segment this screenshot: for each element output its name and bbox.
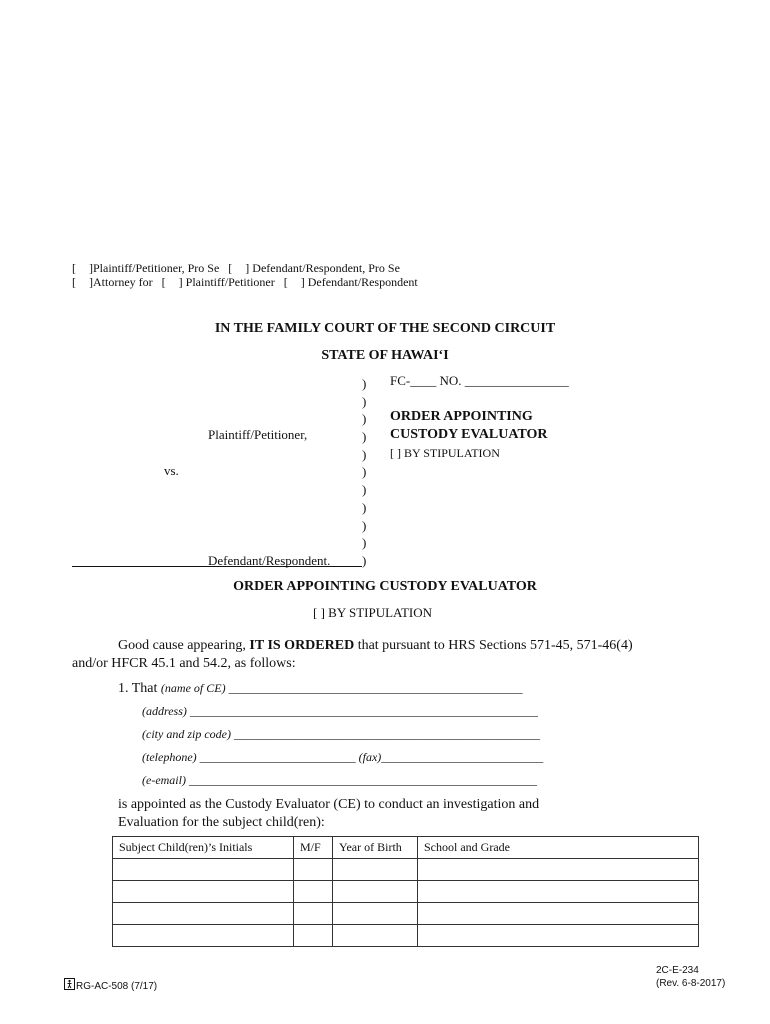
table-cell[interactable] xyxy=(333,881,418,903)
header-year-of-birth: Year of Birth xyxy=(333,837,418,859)
header-school-grade: School and Grade xyxy=(418,837,699,859)
table-row xyxy=(113,881,699,903)
caption-parentheses: ) ) ) ) ) ) ) ) ) ) ) xyxy=(362,376,367,568)
table-header-row xyxy=(113,837,699,859)
pro-se-plaintiff-label: ]Plaintiff/Petitioner, Pro Se xyxy=(89,261,220,275)
vs-label: vs. xyxy=(164,463,179,478)
order-paragraph-line2: and/or HFCR 45.1 and 54.2, as follows: xyxy=(72,656,296,671)
table-cell[interactable] xyxy=(333,903,418,925)
order-paragraph-line1: Good cause appearing, IT IS ORDERED that pursuant to HRS Sections 571-45, 571-46(4) xyxy=(118,638,633,653)
header-gender: M/F xyxy=(294,837,333,859)
table-cell[interactable] xyxy=(294,903,333,925)
it-is-ordered: IT IS ORDERED xyxy=(249,638,355,653)
form-id: RG-AC-508 (7/17) xyxy=(64,978,157,992)
pro-se-defendant-label: ] Defendant/Respondent, Pro Se xyxy=(245,261,400,275)
attorney-checkbox[interactable]: [ xyxy=(72,275,76,289)
appointed-line2: Evaluation for the subject child(ren): xyxy=(118,815,325,830)
table-cell[interactable] xyxy=(418,903,699,925)
court-state: STATE OF HAWAIʻI xyxy=(321,348,449,363)
table-cell[interactable] xyxy=(113,903,294,925)
ce-city-zip-field[interactable]: (city and zip code) ___________________________________________________ xyxy=(142,727,540,741)
attorney-for-label: ]Attorney for xyxy=(89,275,153,289)
plaintiff-label: Plaintiff/Petitioner, xyxy=(208,427,308,442)
table-row xyxy=(113,925,699,947)
table-cell[interactable] xyxy=(418,881,699,903)
table-cell[interactable] xyxy=(113,925,294,947)
party-line-2 xyxy=(72,275,418,290)
party-line-1 xyxy=(72,261,400,276)
order-title-line2: CUSTODY EVALUATOR xyxy=(390,427,548,442)
ce-name-field[interactable]: 1. That (name of CE) _________________________________________________ xyxy=(118,681,523,696)
attorney-plaintiff-checkbox[interactable]: [ xyxy=(161,275,166,289)
table-cell[interactable] xyxy=(418,925,699,947)
order-heading: ORDER APPOINTING CUSTODY EVALUATOR xyxy=(233,579,537,594)
accessibility-icon xyxy=(64,978,75,990)
table-cell[interactable] xyxy=(333,925,418,947)
table-cell[interactable] xyxy=(294,859,333,881)
table-cell[interactable] xyxy=(113,859,294,881)
case-number[interactable]: FC-____ NO. ________________ xyxy=(390,373,569,388)
ce-email-field[interactable]: (e-email) __________________________________________________________ xyxy=(142,773,537,787)
court-name: IN THE FAMILY COURT OF THE SECOND CIRCUIT xyxy=(214,321,556,336)
attorney-defendant-checkbox[interactable]: [ xyxy=(283,275,288,289)
pro-se-plaintiff-checkbox[interactable]: [ xyxy=(72,261,76,275)
ce-phone-fax-field[interactable]: (telephone) __________________________ (fax)___________________________ xyxy=(142,750,544,764)
table-cell[interactable] xyxy=(294,881,333,903)
body-stipulation-checkbox[interactable]: [ ] BY STIPULATION xyxy=(313,605,433,620)
children-table xyxy=(112,836,699,947)
table-row xyxy=(113,859,699,881)
appointed-line1: is appointed as the Custody Evaluator (CE) to conduct an investigation and xyxy=(118,797,540,812)
ce-address-field[interactable]: (address) __________________________________________________________ xyxy=(142,704,538,718)
attorney-plaintiff-label: ] Plaintiff/Petitioner xyxy=(178,275,275,289)
table-row xyxy=(113,903,699,925)
table-cell[interactable] xyxy=(333,859,418,881)
header-initials: Subject Child(ren)’s Initials xyxy=(113,837,294,859)
table-cell[interactable] xyxy=(113,881,294,903)
attorney-defendant-label: ] Defendant/Respondent xyxy=(300,275,418,289)
order-title-line1: ORDER APPOINTING xyxy=(390,409,533,424)
form-revision: (Rev. 6-8-2017) xyxy=(656,978,726,989)
pro-se-defendant-checkbox[interactable]: [ xyxy=(228,261,233,275)
form-code: 2C-E-234 xyxy=(656,965,699,976)
defendant-label: Defendant/Respondent. xyxy=(208,553,331,568)
table-cell[interactable] xyxy=(294,925,333,947)
table-cell[interactable] xyxy=(418,859,699,881)
caption-stipulation-checkbox[interactable]: [ ] BY STIPULATION xyxy=(390,446,500,460)
